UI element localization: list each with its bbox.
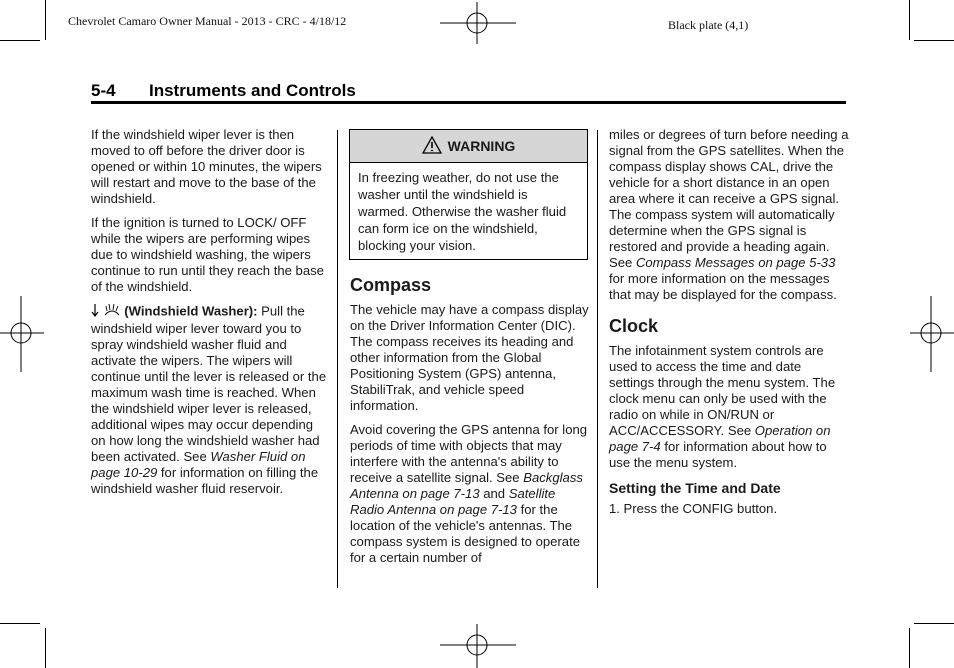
backglass-antenna-ref: Backglass Antenna on page 7-13	[350, 470, 583, 501]
text-span: miles or degrees of turn before needing a signal from the GPS satellites. When the compass display shows CAL, drive the vehicle for a short distance in an open area where it can receive a GPS signal. The compass system will automatically determine when the GPS signal is restored and provide a heading again. See	[609, 127, 849, 270]
warning-box	[349, 129, 588, 260]
column-divider	[597, 130, 598, 588]
column-2	[350, 274, 590, 574]
paragraph: The vehicle may have a compass display on the Driver Information Center (DIC). The compass receives its heading and other information from the Global Positioning System (GPS) antenna, StabiliTrak, and vehicle speed information.	[350, 302, 589, 413]
registration-target-icon	[440, 2, 516, 44]
compass-messages-ref: Compass Messages on page 5-33	[635, 255, 836, 270]
section-number: 5-4	[91, 81, 116, 100]
clock-heading: Clock	[609, 316, 659, 336]
paragraph: If the ignition is turned to LOCK/ OFF while the wipers are performing wipes due to windshield washing, the wipers continue to run until they reach the base of the windshield.	[91, 215, 324, 294]
crop-mark-bottom-right-h	[914, 623, 954, 624]
text-span: for information about how to use the menu system.	[609, 439, 827, 470]
warning-title: WARNING	[447, 138, 516, 154]
text-span: for the location of the vehicle's antennas. The compass system is designed to operate for a certain number of	[350, 502, 580, 565]
crop-mark-bottom-left-v	[45, 628, 46, 668]
crop-mark-top-right-h	[914, 40, 954, 41]
crop-mark-bottom-right-v	[909, 628, 910, 668]
text-span: for more information on the messages that may be displayed for the compass.	[609, 271, 837, 302]
operation-ref: Operation on page 7-4	[609, 423, 831, 454]
washer-label: (Windshield Washer):	[124, 303, 258, 319]
text-span: Avoid covering the GPS antenna for long periods of time with objects that may interfere with the antenna's ability to receive a satellite signal. See	[350, 422, 588, 485]
compass-continued-paragraph	[609, 127, 849, 303]
column-1	[91, 127, 329, 505]
registration-target-icon	[440, 624, 516, 668]
washer-fluid-ref: Washer Fluid on page 10-29	[91, 449, 306, 480]
washer-text-end: for information on filling the windshield washer fluid reservoir.	[91, 465, 319, 496]
warning-triangle-icon	[422, 136, 442, 157]
plate-label: Black plate (4,1)	[668, 18, 749, 32]
paragraph: If the windshield wiper lever is then moved to off before the driver door is opened or within 10 minutes, the wipers will restart and move to the base of the windshield.	[91, 127, 322, 206]
registration-target-icon	[910, 296, 954, 372]
warning-text: In freezing weather, do not use the washer until the windshield is warmed. Otherwise the washer fluid can form ice on the windshield, blocking your vision.	[358, 170, 567, 253]
washer-arrow-icon	[91, 303, 99, 321]
column-3	[609, 127, 849, 525]
section-title: Instruments and Controls	[149, 81, 356, 100]
setting-time-heading: Setting the Time and Date	[609, 480, 781, 496]
section-rule	[91, 101, 846, 104]
crop-mark-top-right-v	[909, 0, 910, 40]
text-span: The infotainment system controls are used to access the time and date settings through the menu system. The clock menu can only be used with the radio on while in ON/RUN or ACC/ACCESSORY. See	[609, 343, 836, 438]
crop-mark-top-left-h	[0, 40, 40, 41]
satellite-antenna-ref: Satellite Radio Antenna on page 7-13	[350, 486, 556, 517]
warning-header	[350, 130, 587, 163]
manual-title: Chevrolet Camaro Owner Manual - 2013 - CRC - 4/18/12	[68, 14, 347, 28]
washer-paragraph	[91, 303, 329, 497]
crop-mark-bottom-left-h	[0, 623, 40, 624]
crop-mark-top-left-v	[45, 0, 46, 40]
compass-heading: Compass	[350, 275, 432, 295]
registration-target-icon	[0, 296, 44, 372]
column-divider	[337, 130, 338, 588]
antenna-paragraph	[350, 422, 590, 566]
step-item: 1. Press the CONFIG button.	[609, 501, 778, 516]
washer-text: Pull the windshield wiper lever toward you to spray windshield washer fluid and activate the wipers. The wipers will continue until the lever is released or the maximum wash time is reached. When the windshield wiper lever is released, additional wipes may occur depending on how long the windshield washer had been activated. See	[91, 303, 327, 464]
clock-paragraph	[609, 343, 849, 471]
text-span: and	[479, 486, 509, 501]
washer-spray-icon	[103, 303, 121, 321]
